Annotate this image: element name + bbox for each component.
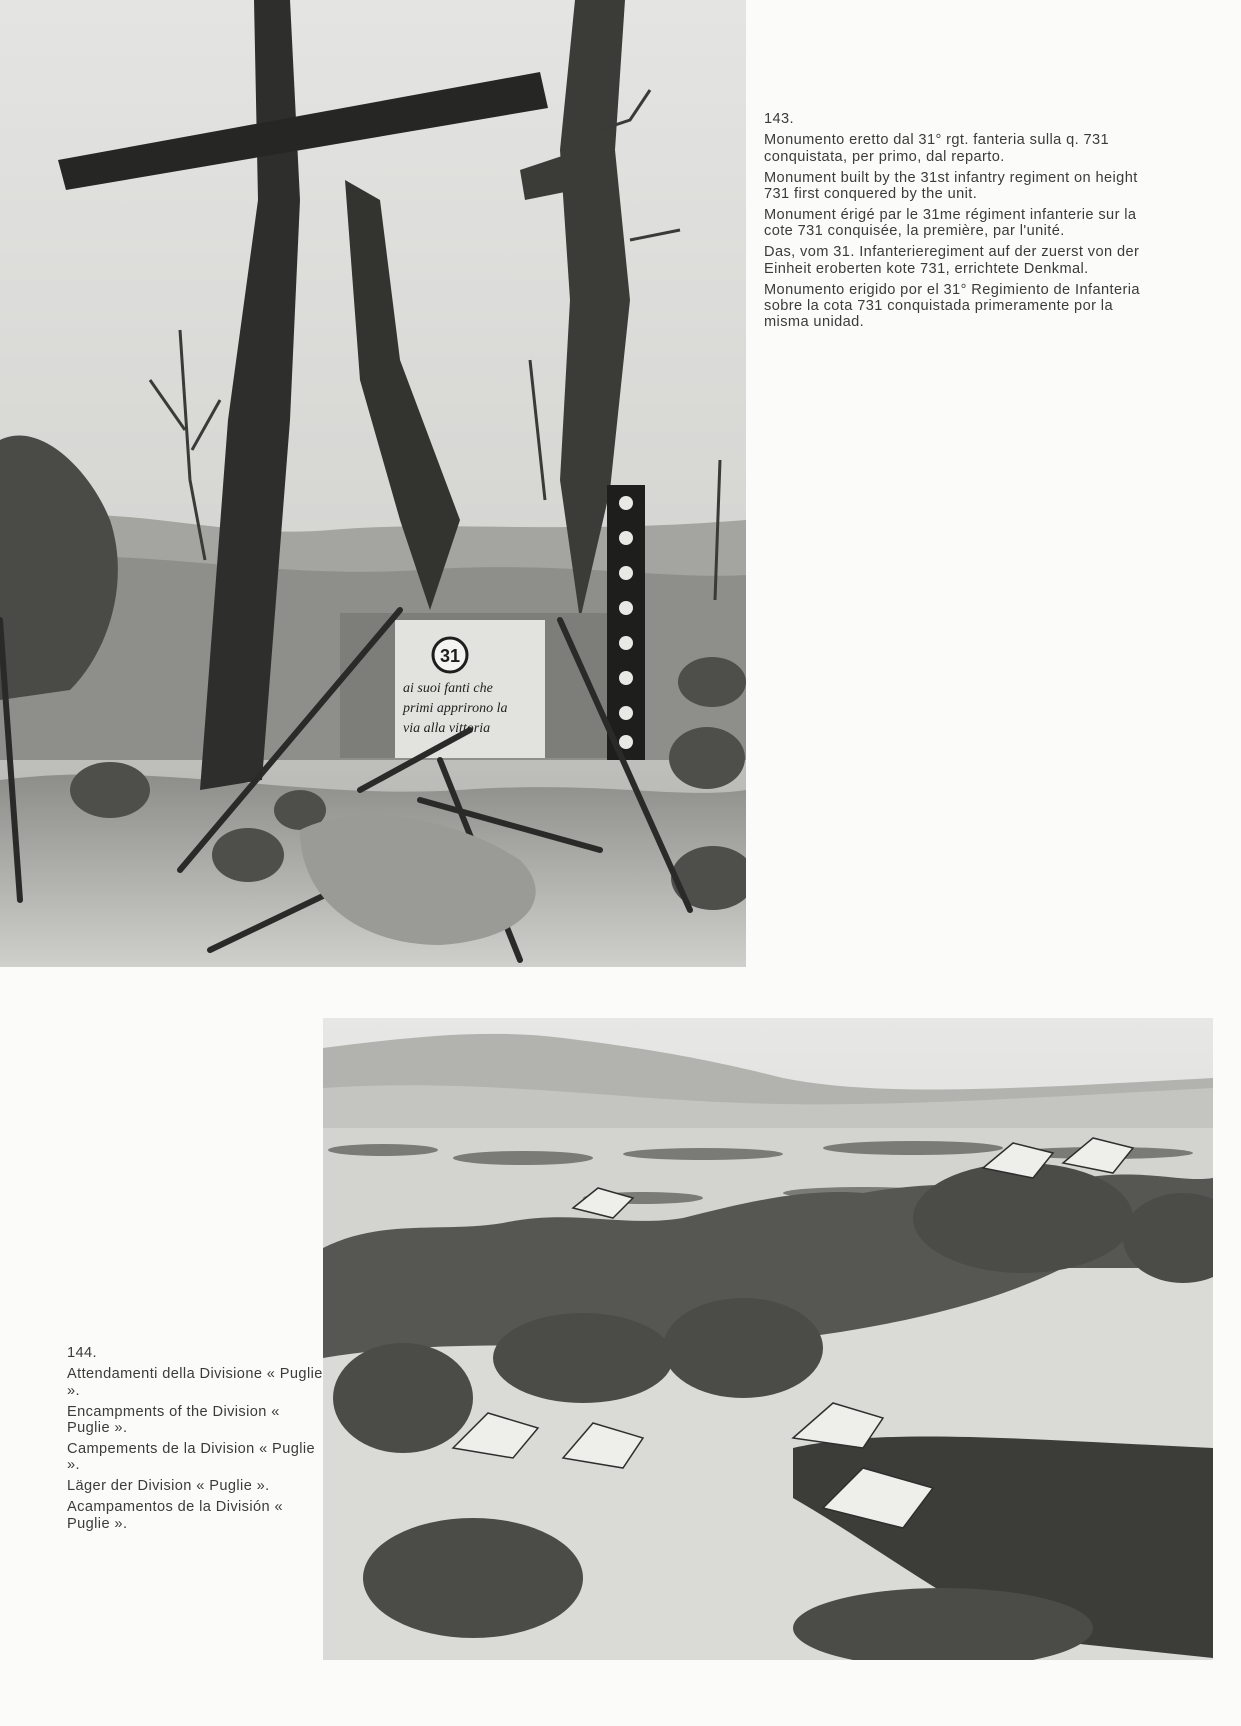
caption-144-spanish: Acampamentos de la División « Puglie ». [67, 1499, 284, 1532]
monument-photo-illustration [0, 0, 746, 967]
caption-144 [67, 1345, 323, 1537]
monument-inscription-line-2: primi apprirono la [403, 701, 508, 716]
monument-inscription-line-1: ai suoi fanti che [403, 681, 493, 696]
caption-144-english: Encampments of the Division « Puglie ». [67, 1403, 280, 1437]
caption-143-spanish: Monumento erigido por el 31° Regimiento de Infanteria sobre la cota 731 conquistada primeramente por la misma unidad. [764, 281, 1140, 331]
caption-144-german: Läger der Division « Puglie ». [67, 1478, 270, 1495]
monument-badge-number: 31 [439, 646, 461, 666]
caption-143-english: Monument built by the 31st infantry regiment on height 731 first conquered by the unit. [764, 169, 1138, 203]
caption-143-french: Monument érigé par le 31me régiment infanterie sur la cote 731 conquisée, la première, par l'unité. [764, 207, 1137, 240]
caption-143 [764, 111, 1144, 335]
caption-144-french: Campements de la Division « Puglie ». [67, 1441, 316, 1474]
caption-143-number: 143. [764, 111, 795, 127]
encampment-photo-illustration [323, 1018, 1213, 1660]
caption-143-german: Das, vom 31. Infanterieregiment auf der zuerst von der Einheit eroberten kote 731, errichtete Denkmal. [764, 244, 1140, 277]
caption-143-italian: Monumento eretto dal 31° rgt. fanteria sulla q. 731 conquistata, per primo, dal reparto. [764, 132, 1110, 165]
photo-144-encampments [323, 1018, 1213, 1660]
caption-144-number: 144. [67, 1345, 98, 1361]
photo-143-monument [0, 0, 746, 967]
monument-inscription-line-3: via alla vittoria [403, 721, 491, 736]
caption-144-italian: Attendamenti della Divisione « Puglie ». [67, 1366, 323, 1399]
